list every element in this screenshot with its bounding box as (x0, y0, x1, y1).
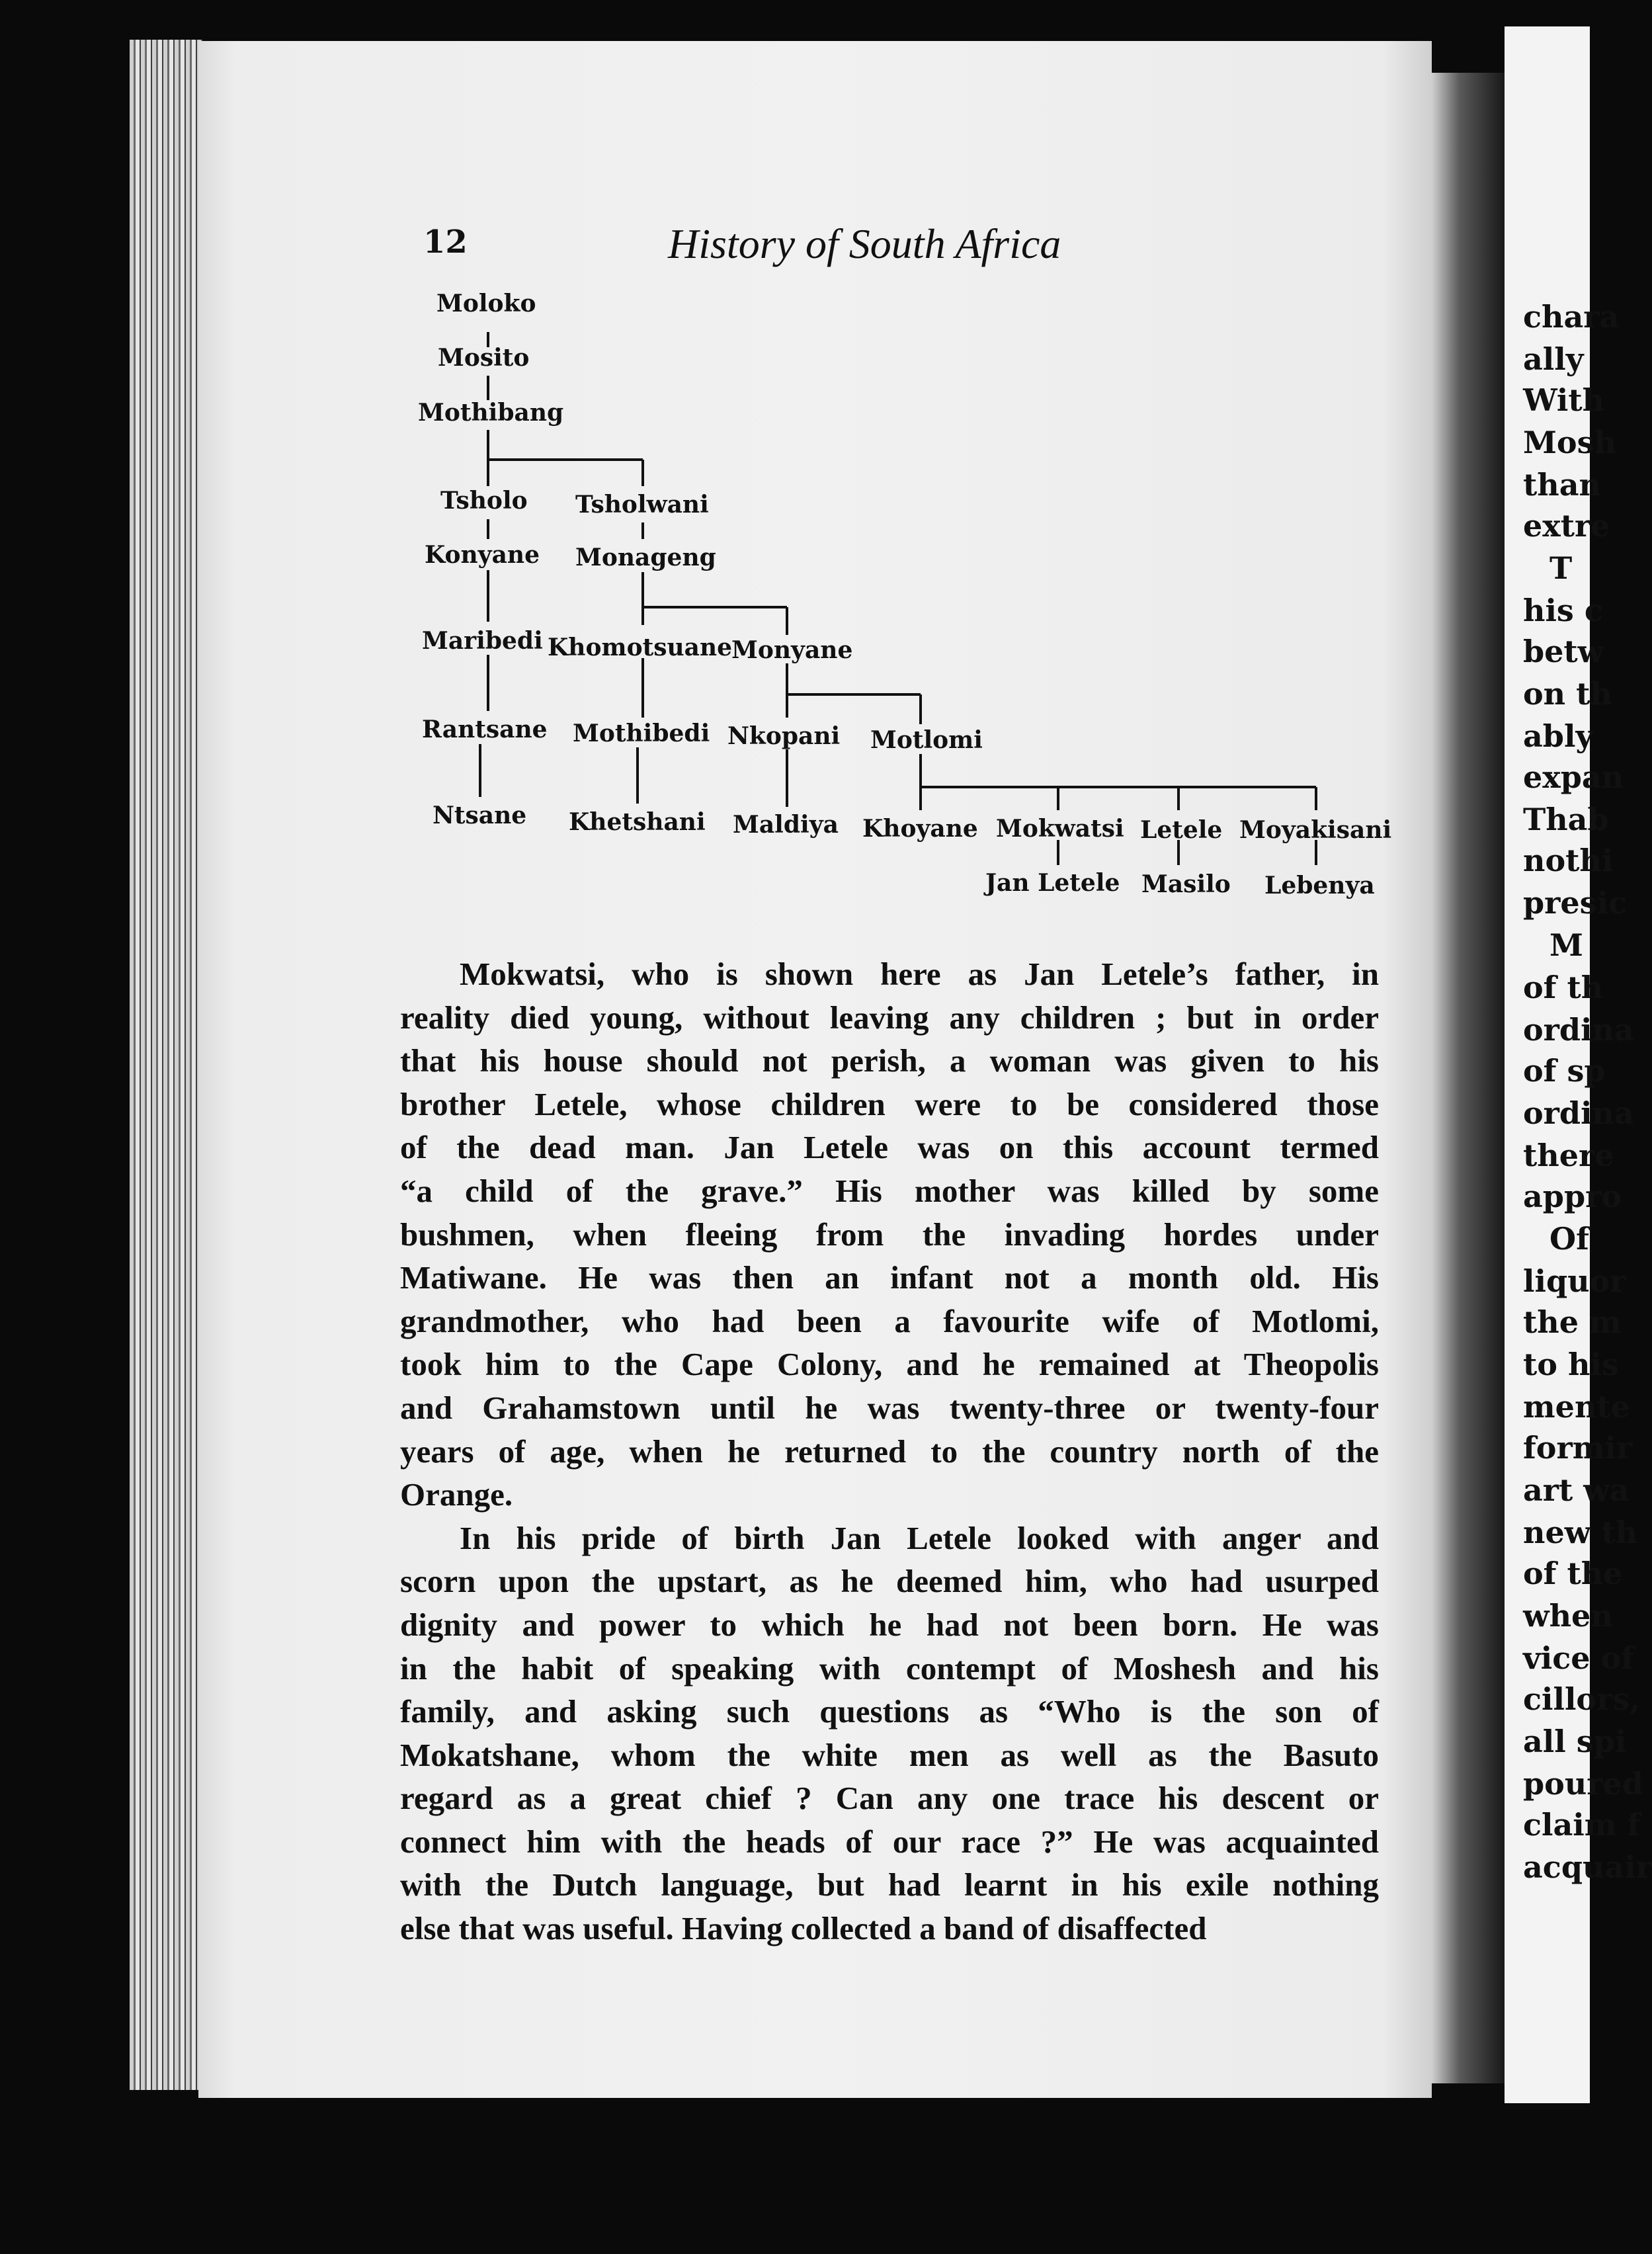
facing-page-line: mente (1523, 1389, 1630, 1425)
person-tsholo: Tsholo (440, 487, 528, 515)
person-konyane: Konyane (425, 541, 540, 569)
text-line: with the Dutch language, but had learnt in his exile nothing (400, 1866, 1379, 1903)
text-line: “a child of the grave.” His mother was killed by some (400, 1172, 1379, 1209)
text-line: years of age, when he returned to the country north of the (400, 1433, 1379, 1470)
person-mokwatsi: Mokwatsi (996, 815, 1124, 843)
facing-page-line: there (1523, 1138, 1614, 1173)
facing-page-line: With (1523, 382, 1605, 418)
facing-page-line: ordina (1523, 1095, 1634, 1131)
facing-page-line: ordina (1523, 1012, 1634, 1048)
facing-page-line: than (1523, 467, 1601, 503)
facing-page-line: when (1523, 1598, 1613, 1634)
facing-page-line: all spi (1523, 1724, 1627, 1759)
person-monyane: Monyane (731, 636, 853, 664)
person-moloko: Moloko (436, 290, 536, 317)
person-khoyane: Khoyane (862, 815, 978, 843)
facing-page-line: Of (1549, 1221, 1589, 1257)
facing-page-line: claim f (1523, 1807, 1641, 1843)
facing-page-line: his c (1523, 593, 1603, 628)
person-lebenya: Lebenya (1264, 872, 1375, 899)
person-maribedi: Maribedi (422, 627, 543, 655)
facing-page-line: nothi (1523, 843, 1614, 878)
paragraph-2 (400, 1517, 1379, 1950)
person-mosito: Mosito (438, 344, 530, 372)
text-line: and Grahamstown until he was twenty-three or twenty-four (400, 1389, 1379, 1426)
text-line: took him to the Cape Colony, and he remained at Theopolis (400, 1346, 1379, 1383)
facing-page-line: Mosh (1523, 425, 1616, 460)
facing-page-line: M (1549, 927, 1583, 963)
facing-page-line: appro (1523, 1179, 1622, 1214)
text-line: regard as a great chief ? Can any one trace his descent or (400, 1780, 1379, 1817)
text-line: brother Letele, whose children were to be considered those (400, 1085, 1379, 1122)
facing-page-line: presic (1523, 885, 1628, 921)
facing-page-line: expan (1523, 759, 1624, 795)
facing-page-line: formir (1523, 1430, 1633, 1466)
person-motlomi: Motlomi (870, 726, 983, 754)
facing-page-line: ally (1523, 341, 1584, 377)
text-line: that his house should not perish, a woman was given to his (400, 1042, 1379, 1079)
text-line: dignity and power to which he had not been born. He was (400, 1606, 1379, 1643)
page-number: 12 (423, 224, 468, 261)
person-moyakisani: Moyakisani (1239, 816, 1392, 844)
text-line: scorn upon the upstart, as he deemed him, who had usurped (400, 1563, 1379, 1600)
facing-page-line: chara (1523, 299, 1620, 335)
facing-page-line: Thab (1523, 802, 1609, 837)
facing-page-line: cillors, (1523, 1681, 1641, 1717)
person-khomotsuane: Khomotsuane (548, 634, 733, 661)
text-line: Matiwane. He was then an infant not a month old. His (400, 1259, 1379, 1296)
text-line: grandmother, who had been a favourite wife of Motlomi, (400, 1302, 1379, 1339)
text-line: in the habit of speaking with contempt of Moshesh and his (400, 1649, 1379, 1687)
facing-page-line: betw (1523, 634, 1604, 669)
person-tsholwani: Tsholwani (575, 491, 709, 519)
person-masilo: Masilo (1141, 870, 1231, 898)
facing-page-line: ably (1523, 718, 1594, 754)
facing-page-line: poured (1523, 1766, 1643, 1802)
person-mothibang: Mothibang (418, 399, 564, 427)
facing-page-line: acquair (1523, 1849, 1652, 1885)
person-nkopani: Nkopani (727, 722, 841, 750)
facing-page-line: extre (1523, 508, 1610, 544)
person-khetshani: Khetshani (569, 808, 706, 836)
person-monageng: Monageng (575, 544, 716, 571)
text-line: bushmen, when fleeing from the invading hordes under (400, 1216, 1379, 1253)
facing-page-line: vice of (1523, 1640, 1634, 1676)
person-maldiya: Maldiya (733, 811, 839, 839)
running-title: History of South Africa (668, 220, 1061, 267)
facing-page-line: liquor (1523, 1263, 1626, 1299)
facing-page-line: of sp (1523, 1053, 1606, 1089)
body-text (400, 952, 1379, 1950)
text-line: of the dead man. Jan Letele was on this account termed (400, 1129, 1379, 1166)
facing-page-line: art wa (1523, 1472, 1630, 1508)
facing-page-line: of the (1523, 1556, 1623, 1591)
facing-page-line: the m (1523, 1304, 1622, 1340)
facing-page-line: T (1549, 550, 1573, 586)
facing-page-line: of th (1523, 970, 1604, 1005)
text-line: family, and asking such questions as “Who is the son of (400, 1693, 1379, 1730)
text-line: reality died young, without leaving any children ; but in order (400, 999, 1379, 1036)
text-line: Mokatshane, whom the white men as well as the Basuto (400, 1736, 1379, 1773)
text-line: In his pride of birth Jan Letele looked with anger and (460, 1519, 1379, 1556)
person-mothibedi: Mothibedi (573, 720, 710, 747)
facing-page-line: on th (1523, 676, 1612, 712)
paragraph-1 (400, 952, 1379, 1517)
text-line: Mokwatsi, who is shown here as Jan Letele’s father, in (460, 956, 1379, 992)
facing-page-line: to his (1523, 1347, 1619, 1382)
text-line: else that was useful. Having collected a band of disaffected (400, 1910, 1207, 1947)
person-ntsane: Ntsane (433, 802, 527, 829)
text-line: Orange. (400, 1476, 513, 1513)
person-jan-letele: Jan Letele (985, 869, 1120, 897)
person-rantsane: Rantsane (422, 716, 548, 743)
facing-page-line: new th (1523, 1515, 1638, 1550)
person-letele: Letele (1140, 816, 1223, 844)
text-line: connect him with the heads of our race ?” He was acquainted (400, 1823, 1379, 1860)
